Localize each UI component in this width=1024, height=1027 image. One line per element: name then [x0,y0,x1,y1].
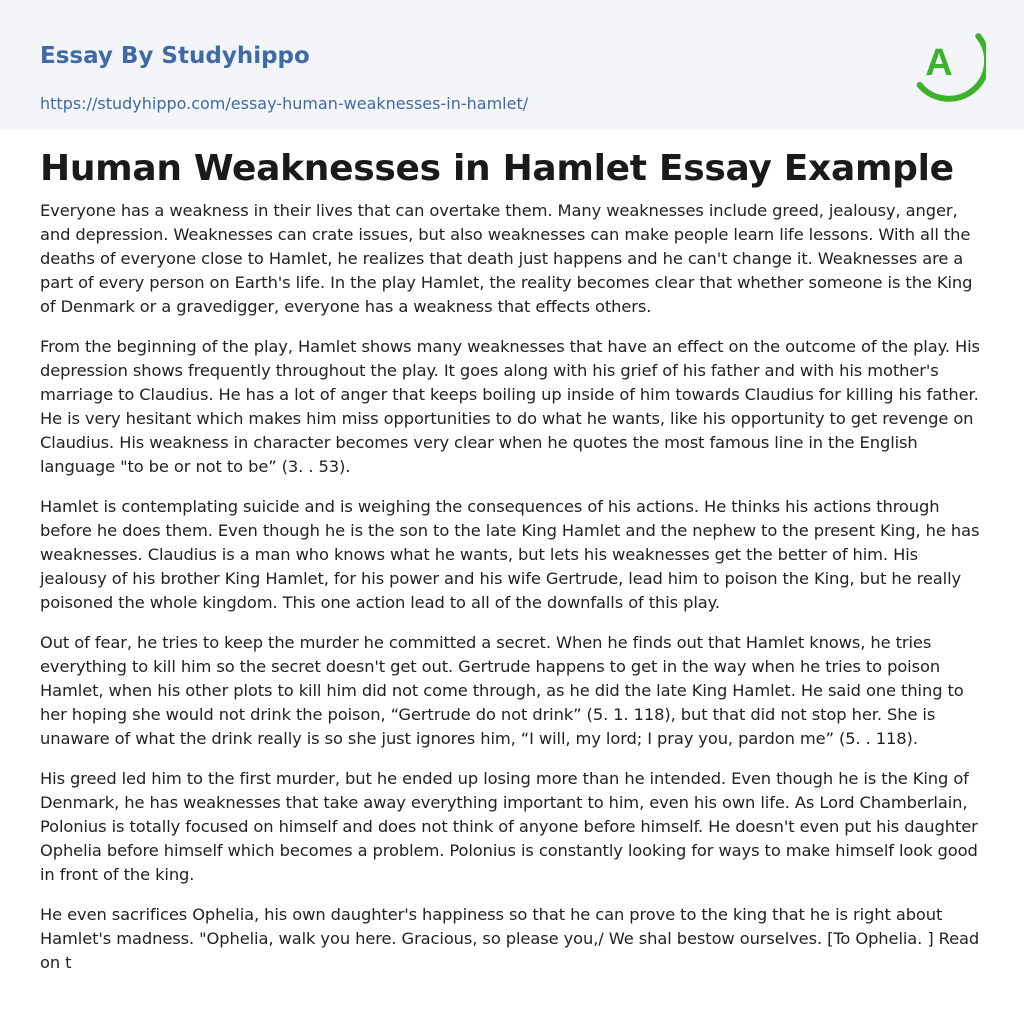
site-brand[interactable]: Essay By Studyhippo [40,43,310,69]
essay-paragraph: Everyone has a weakness in their lives that can overtake them. Many weaknesses include greed, jealousy, anger, and depression. Weaknesses can crate issues, but also weaknesses can make people learn life lessons. With all the deaths of everyone close to Hamlet, he realizes that death just happens and he can't change it. Weaknesses are a part of every person on Earth's life. In the play Hamlet, the reality becomes clear that whether someone is the King of Denmark or a gravedigger, everyone has a weakness that effects others. [40,201,973,316]
article [0,147,1024,975]
essay-paragraph: Hamlet is contemplating suicide and is weighing the consequences of his actions. He thinks his actions through before he does them. Even though he is the son to the late King Hamlet and the nephew to the present King, he has weaknesses. Claudius is a man who knows what he wants, but lets his weaknesses get the better of him. His jealousy of his brother King Hamlet, for his power and his wife Gertrude, lead him to poison the King, but he really poisoned the whole kingdom. This one action lead to all of the downfalls of this play. [40,497,980,612]
page-title: Human Weaknesses in Hamlet Essay Example [40,148,954,189]
essay-paragraph: From the beginning of the play, Hamlet shows many weaknesses that have an effect on the outcome of the play. His depression shows frequently throughout the play. It goes along with his grief of his father and with his mother's marriage to Claudius. He has a lot of anger that keeps boiling up inside of him towards Claudius for killing his father. He is very hesitant which makes him miss opportunities to do what he wants, like his opportunity to get revenge on Claudius. His weakness in character becomes very clear when he quotes the most famous line in the English language "to be or not to be” (3. . 53). [40,337,980,476]
studyhippo-logo-icon[interactable] [912,19,986,105]
essay-paragraph: He even sacrifices Ophelia, his own daughter's happiness so that he can prove to the king that he is right about Hamlet's madness. "Ophelia, walk you here. Gracious, so please you,/ We shal bestow ourselves. [To Ophelia. ] Read on t [40,905,980,972]
essay-url-link[interactable]: https://studyhippo.com/essay-human-weaknesses-in-hamlet/ [40,94,529,113]
logo-letter: A [925,42,953,84]
essay-paragraph: Out of fear, he tries to keep the murder he committed a secret. When he finds out that Hamlet knows, he tries everything to kill him so the secret doesn't get out. Gertrude happens to get in the way when he tries to poison Hamlet, when his other plots to kill him did not come through, as he did the late King Hamlet. He said one thing to her hoping she would not drink the poison, “Gertrude do not drink” (5. 1. 118), but that did not stop her. She is unaware of what the drink really is so she just ignores him, “I will, my lord; I pray you, pardon me” (5. . 118). [40,633,964,748]
essay-paragraph: His greed led him to the first murder, but he ended up losing more than he intended. Even though he is the King of Denmark, he has weaknesses that take away everything important to him, even his own life. As Lord Chamberlain, Polonius is totally focused on himself and does not think of anyone before himself. He doesn't even put his daughter Ophelia before himself which becomes a problem. Polonius is constantly looking for ways to make himself look good in front of the king. [40,769,978,884]
site-header [0,0,1024,129]
